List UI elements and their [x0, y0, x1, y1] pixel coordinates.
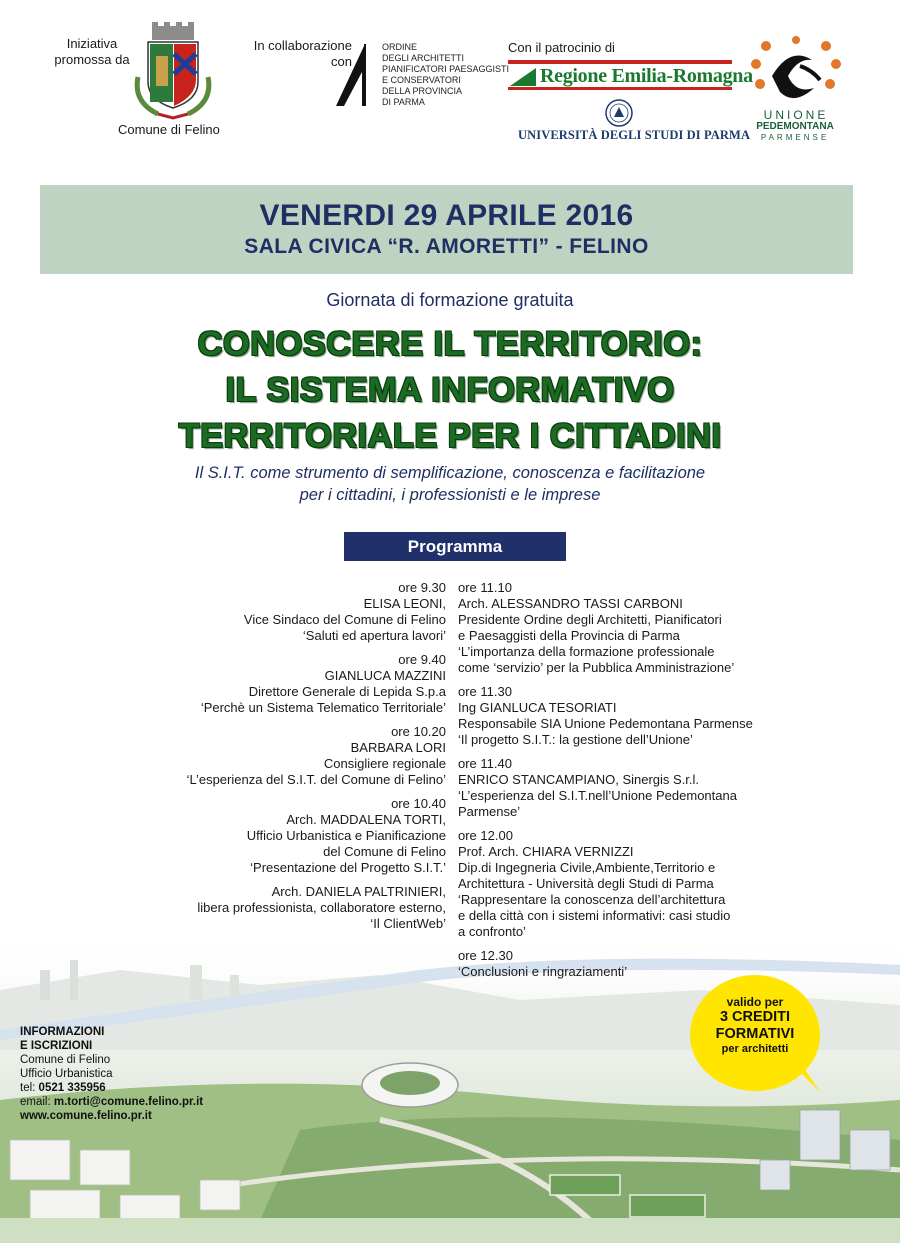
felino-name: Comune di Felino: [118, 122, 220, 137]
credits-line-2: 3 CREDITI: [719, 1009, 791, 1025]
program-line: ‘L’esperienza del S.I.T. del Comune di Felino’: [186, 772, 446, 787]
phone-label: tel:: [20, 1082, 36, 1094]
program-item: [120, 724, 446, 788]
collab-line-1: In collaborazione: [253, 38, 352, 53]
architects-order-logo-icon: [334, 42, 374, 108]
program-line: ELISA LEONI,: [363, 596, 446, 611]
description-line-1: Il S.I.T. come strumento di semplificazione, conoscenza e facilitazione: [194, 464, 706, 482]
program-line: Arch. ALESSANDRO TASSI CARBONI: [458, 596, 683, 611]
program-line: ‘Rappresentare la conoscenza dell’architettura: [458, 892, 726, 907]
event-date: VENERDI 29 APRILE 2016: [259, 199, 634, 232]
university-name: UNIVERSITÀ DEGLI STUDI DI PARMA: [518, 128, 751, 142]
program-time: ore 9.40: [398, 652, 446, 667]
program-time: ore 12.00: [458, 828, 513, 843]
description-line-2: per i cittadini, i professionisti e le imprese: [299, 486, 601, 504]
patronage-label: Con il patrocinio di: [508, 40, 615, 55]
felino-coat-of-arms-icon: [128, 22, 218, 120]
program-line: Architettura - Università degli Studi di Parma: [458, 876, 714, 891]
initiative-label: [52, 36, 132, 68]
program-line: ‘L’importanza della formazione professionale: [458, 644, 715, 659]
program-item: [458, 756, 818, 820]
program-line: Parmense’: [458, 804, 521, 819]
program-item: [120, 580, 446, 644]
program-line: Direttore Generale di Lepida S.p.a: [248, 684, 446, 699]
program-right-column: [458, 580, 818, 980]
order-line: PIANIFICATORI PAESAGGISTI: [382, 64, 510, 74]
program-line: Consigliere regionale: [323, 756, 446, 771]
program-time: ore 11.40: [458, 756, 512, 771]
program-line: e Paesaggisti della Provincia di Parma: [458, 628, 680, 643]
event-kind: Giornata di formazione gratuita: [326, 290, 574, 310]
info-phone-row: [20, 1081, 203, 1095]
program-line: Ufficio Urbanistica e Pianificazione: [246, 828, 446, 843]
program-line: Responsabile SIA Unione Pedemontana Parmense: [458, 716, 753, 731]
program-line: BARBARA LORI: [350, 740, 446, 755]
program-time: ore 9.30: [398, 580, 446, 595]
credits-badge: [690, 975, 820, 1091]
unione-pedemontana-logo-icon: [750, 36, 842, 104]
program-item: [458, 580, 818, 676]
region-stripe-bottom: [508, 87, 732, 90]
region-name: Regione Emilia-Romagna: [540, 65, 753, 87]
order-line: DI PARMA: [382, 97, 425, 107]
program-line: Arch. MADDALENA TORTI,: [286, 812, 446, 827]
architects-order-text: [382, 42, 509, 108]
email-link[interactable]: m.torti@comune.felino.pr.it: [53, 1096, 204, 1108]
unione-line-3: PARMENSE: [760, 133, 830, 142]
program-item: [458, 828, 818, 940]
unione-line-2: PEDEMONTANA: [756, 121, 834, 132]
event-venue: SALA CIVICA “R. AMORETTI” - FELINO: [244, 235, 649, 258]
email-label: email:: [20, 1096, 51, 1108]
order-line: ORDINE: [382, 42, 418, 52]
program-time: ore 11.30: [458, 684, 512, 699]
program-item: [120, 884, 446, 932]
initiative-line-1: Iniziativa: [66, 36, 118, 51]
university-seal-icon: [604, 98, 634, 128]
program-line: Dip.di Ingegneria Civile,Ambiente,Territorio e: [458, 860, 716, 875]
program-line: ‘Saluti ed apertura lavori’: [302, 628, 446, 643]
program-line: ‘Conclusioni e ringraziamenti’: [458, 964, 628, 979]
program-line: a confronto’: [458, 924, 526, 939]
program-line: ‘Il progetto S.I.T.: la gestione dell’Unione’: [458, 732, 693, 747]
collab-line-2: con: [331, 54, 352, 69]
phone-number: 0521 335956: [38, 1082, 106, 1094]
program-line: GIANLUCA MAZZINI: [324, 668, 446, 683]
order-line: DELLA PROVINCIA: [382, 86, 463, 96]
program-line: ‘Presentazione del Progetto S.I.T.’: [250, 860, 446, 875]
program-line: ‘Il ClientWeb’: [370, 916, 446, 931]
info-office: Ufficio Urbanistica: [20, 1068, 113, 1080]
credits-line-1: valido per: [726, 995, 784, 1009]
region-stripe-top: [508, 60, 732, 64]
info-heading-1: INFORMAZIONI: [20, 1026, 105, 1038]
info-org: Comune di Felino: [20, 1054, 111, 1066]
region-flag-icon: [510, 68, 536, 86]
info-email-row: [20, 1095, 203, 1109]
program-line: del Comune di Felino: [323, 844, 446, 859]
info-heading-2: E ISCRIZIONI: [20, 1040, 93, 1052]
program-line: ‘L’esperienza del S.I.T.nell’Unione Pedemontana: [458, 788, 737, 803]
website-link[interactable]: www.comune.felino.pr.it: [20, 1110, 152, 1122]
program-item: [458, 684, 818, 748]
main-title-line-1: CONOSCERE IL TERRITORIO:: [197, 325, 703, 363]
credits-line-4: per architetti: [721, 1043, 789, 1055]
program-line: e della città con i sistemi informativi: casi studio: [458, 908, 731, 923]
region-logo: [508, 60, 753, 90]
credits-line-3: FORMATIVI: [715, 1026, 795, 1042]
program-heading: Programma: [344, 532, 566, 561]
program-line: ENRICO STANCAMPIANO, Sinergis S.r.l.: [458, 772, 700, 787]
program-time: ore 11.10: [458, 580, 512, 595]
program-line: Arch. DANIELA PALTRINIERI,: [271, 884, 446, 899]
program-time: ore 10.40: [391, 796, 446, 811]
program-item: [120, 796, 446, 876]
program-line: Vice Sindaco del Comune di Felino: [243, 612, 446, 627]
initiative-line-2: promossa da: [54, 52, 130, 67]
program-line: come ‘servizio’ per la Pubblica Amministrazione’: [458, 660, 735, 675]
unione-line-1: UNIONE: [763, 108, 829, 122]
program-line: libera professionista, collaboratore esterno,: [197, 900, 446, 915]
program-line: ‘Perchè un Sistema Telematico Territoriale’: [200, 700, 446, 715]
main-title-line-3: TERRITORIALE PER I CITTADINI: [178, 417, 722, 455]
order-line: DEGLI ARCHITETTI: [382, 53, 465, 63]
order-line: E CONSERVATORI: [382, 75, 461, 85]
info-block: [20, 1025, 203, 1123]
program-left-column: [120, 580, 446, 932]
program-time: ore 12.30: [458, 948, 513, 963]
program-line: Ing GIANLUCA TESORIATI: [458, 700, 617, 715]
main-title-line-2: IL SISTEMA INFORMATIVO: [225, 371, 675, 409]
program-line: Presidente Ordine degli Architetti, Pianificatori: [458, 612, 722, 627]
program-item: [120, 652, 446, 716]
program-time: ore 10.20: [391, 724, 446, 739]
program-line: Prof. Arch. CHIARA VERNIZZI: [458, 844, 634, 859]
date-banner: [40, 185, 853, 274]
